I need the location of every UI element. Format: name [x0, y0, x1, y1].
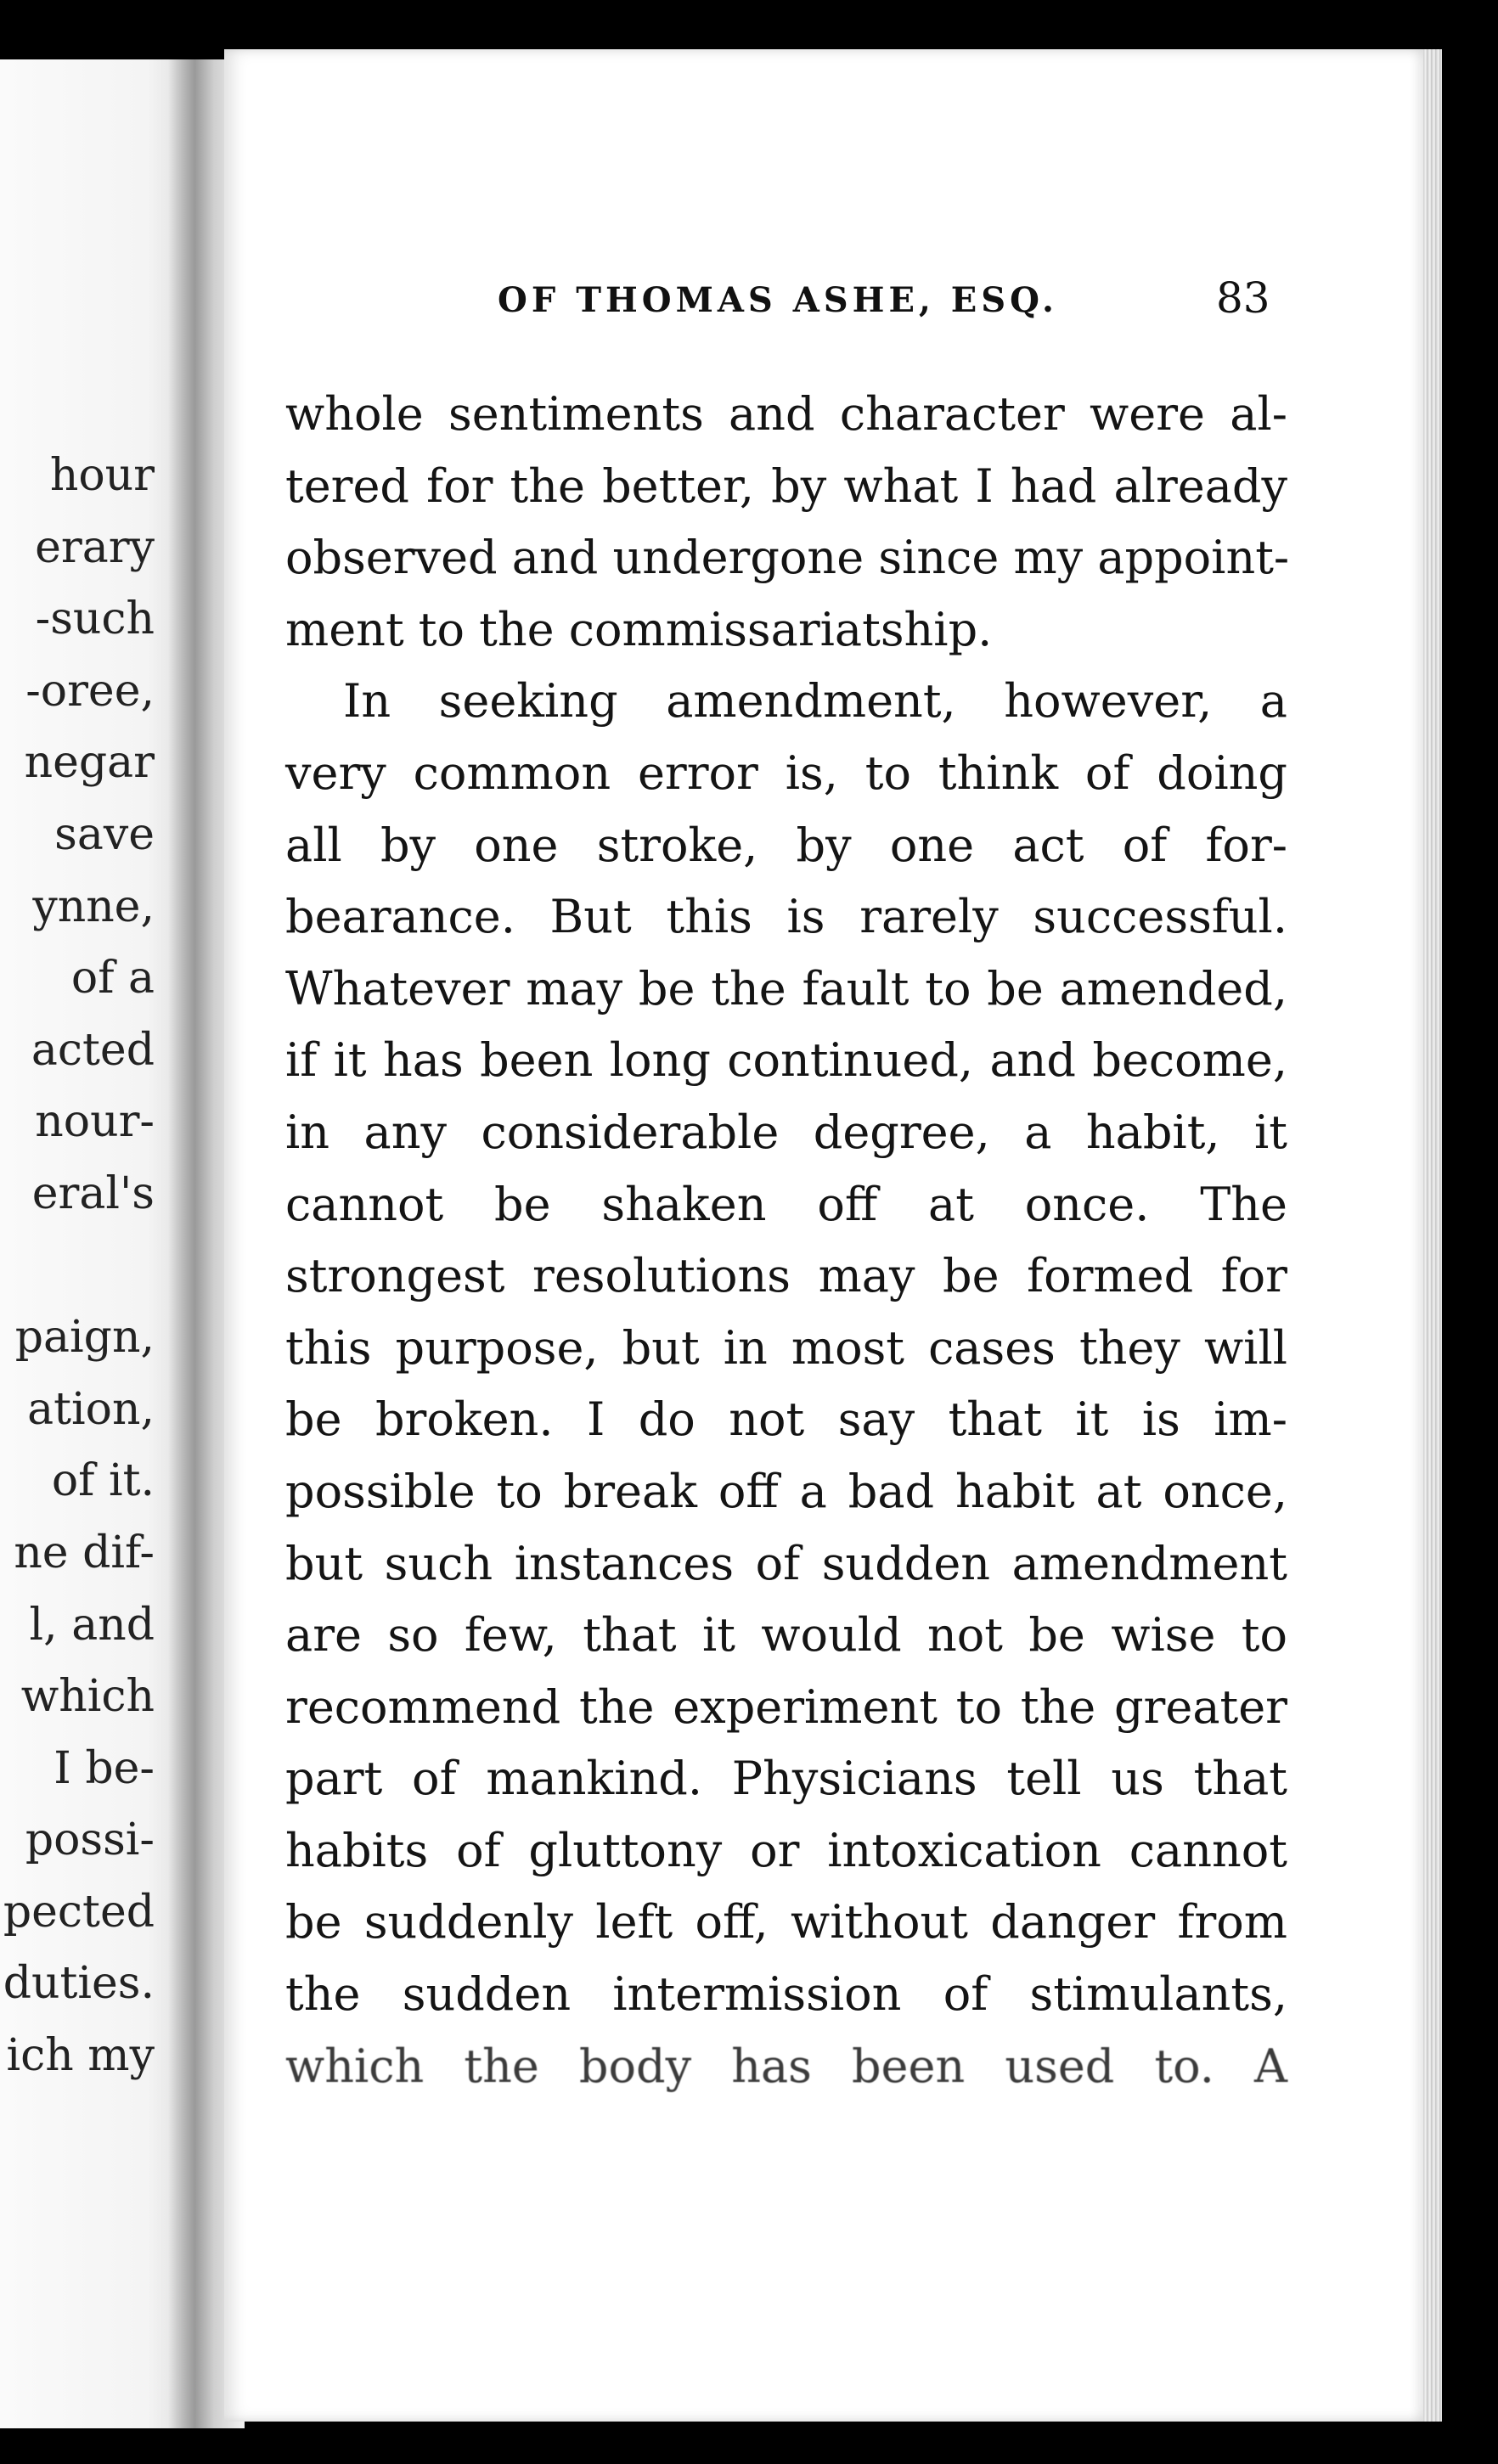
text-line: whole sentiments and character were al-	[285, 387, 1287, 441]
facing-line: eral's	[31, 1167, 155, 1219]
text-line: very common error is, to think of doing	[285, 745, 1287, 800]
text-line: possible to break off a bad habit at once,	[285, 1464, 1287, 1518]
page-edge	[1423, 49, 1442, 2422]
facing-line: hour	[49, 450, 155, 501]
text-line: Whatever may be the fault to be amended,	[285, 961, 1287, 1015]
facing-line: pected	[3, 1886, 155, 1938]
text-line: part of mankind. Physicians tell us that	[285, 1752, 1287, 1806]
text-line: the sudden intermission of stimulants,	[285, 1967, 1287, 2022]
text-line: be suddenly left off, without danger from	[285, 1895, 1287, 1949]
facing-line: -such	[35, 593, 155, 645]
facing-line: of a	[70, 953, 155, 1004]
facing-line: -oree,	[25, 665, 155, 717]
text-line: in any considerable degree, a habit, it	[285, 1105, 1287, 1159]
facing-line: erary	[35, 521, 155, 573]
facing-line: negar	[24, 737, 155, 789]
facing-line: acted	[31, 1024, 155, 1076]
facing-line: save	[54, 808, 155, 860]
facing-line: nour-	[35, 1096, 155, 1148]
text-line: this purpose, but in most cases they will	[285, 1320, 1287, 1375]
facing-line: which	[20, 1671, 155, 1723]
facing-line: possi-	[25, 1814, 155, 1866]
paragraph-start-line: In seeking amendment, however, a	[343, 674, 1287, 729]
facing-line: ich my	[6, 2030, 155, 2082]
page-number: 83	[1216, 273, 1270, 323]
text-line: ment to the commissariatship.	[285, 602, 993, 656]
facing-line: l, and	[29, 1599, 155, 1651]
text-line: strongest resolutions may be formed for	[285, 1249, 1287, 1303]
facing-line: ynne,	[32, 880, 155, 932]
body-text	[285, 379, 1290, 2102]
text-line: bearance. But this is rarely successful.	[285, 890, 1287, 944]
text-line: be broken. I do not say that it is im-	[285, 1392, 1287, 1447]
facing-line: I be-	[54, 1742, 155, 1794]
facing-page-text	[0, 440, 155, 2092]
text-line: all by one stroke, by one act of for-	[285, 818, 1287, 872]
text-line: tered for the better, by what I had already	[285, 458, 1287, 513]
facing-line: ation,	[27, 1383, 155, 1435]
text-line: observed and undergone since my appoint-	[285, 531, 1290, 585]
facing-line: paign,	[14, 1312, 155, 1364]
text-line: recommend the experiment to the greater	[285, 1679, 1287, 1734]
facing-line: ne dif-	[14, 1527, 155, 1578]
running-head: OF THOMAS ASHE, ESQ.	[498, 280, 1058, 320]
facing-line: duties.	[3, 1958, 155, 2010]
text-line: are so few, that it would not be wise to	[285, 1608, 1287, 1662]
text-line: cannot be shaken off at once. The	[285, 1177, 1287, 1231]
text-line: habits of gluttony or intoxication cannot	[285, 1823, 1287, 1877]
text-line: but such instances of sudden amendment	[285, 1536, 1287, 1590]
facing-line: of it.	[51, 1455, 155, 1507]
facing-line	[0, 1230, 155, 1302]
text-line: if it has been long continued, and become,	[285, 1033, 1287, 1088]
text-line: which the body has been used to. A	[285, 2039, 1287, 2093]
